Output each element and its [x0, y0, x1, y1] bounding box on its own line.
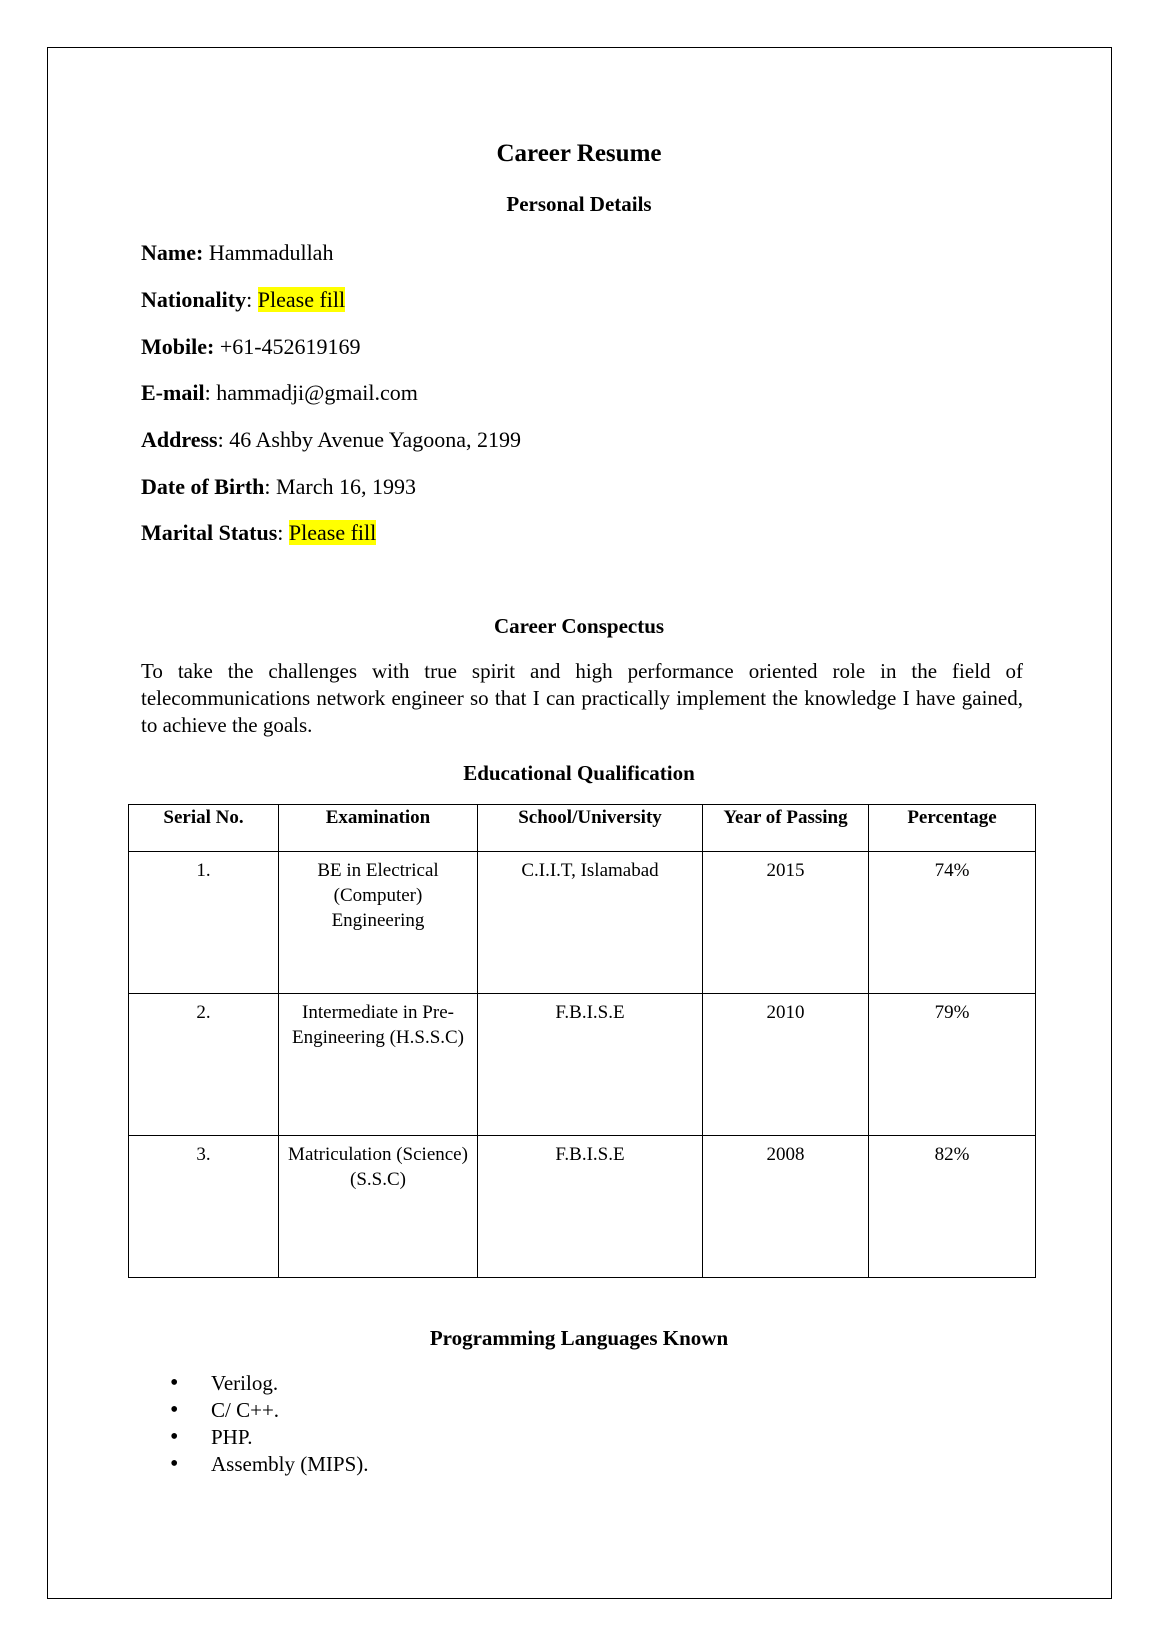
field-value: hammadji@gmail.com [216, 380, 418, 405]
column-header-examination: Examination [279, 805, 478, 852]
field-mobile [141, 334, 361, 360]
cell-serial: 3. [129, 1136, 279, 1278]
field-separator: : [264, 474, 277, 499]
column-header-school: School/University [478, 805, 703, 852]
field-value: +61-452619169 [219, 334, 361, 359]
list-item: • Verilog. [211, 1370, 369, 1397]
list-item: • C/ C++. [211, 1397, 369, 1424]
field-separator: : [204, 380, 217, 405]
field-label: Marital Status [141, 520, 278, 545]
list-item: • PHP. [211, 1424, 369, 1451]
cell-serial: 2. [129, 994, 279, 1136]
field-value: March 16, 1993 [276, 474, 416, 499]
field-separator: : [246, 287, 258, 312]
field-value: 46 Ashby Avenue Yagoona, 2199 [229, 427, 521, 452]
field-marital-status [141, 520, 376, 546]
personal-details-heading: Personal Details [506, 192, 652, 216]
field-label: Address [141, 427, 218, 452]
cell-examination: BE in Electrical (Computer) Engineering [279, 852, 478, 994]
cell-year: 2008 [703, 1136, 869, 1278]
field-label: Mobile: [141, 334, 215, 359]
column-header-percentage: Percentage [869, 805, 1036, 852]
field-nationality [141, 287, 345, 313]
cell-percentage: 79% [869, 994, 1036, 1136]
list-item: • Assembly (MIPS). [211, 1451, 369, 1478]
field-name [141, 240, 333, 266]
table-row [129, 852, 1036, 994]
field-email [141, 380, 418, 406]
field-label: E-mail [141, 380, 205, 405]
field-value-placeholder: Please fill [288, 520, 377, 545]
cell-year: 2015 [703, 852, 869, 994]
educational-qualification-heading: Educational Qualification [463, 761, 695, 785]
cell-school: C.I.I.T, Islamabad [478, 852, 703, 994]
career-conspectus-heading: Career Conspectus [493, 614, 665, 638]
cell-school: F.B.I.S.E [478, 994, 703, 1136]
cell-year: 2010 [703, 994, 869, 1136]
field-value: Hammadullah [208, 240, 334, 265]
cell-percentage: 82% [869, 1136, 1036, 1278]
field-separator: : [217, 427, 230, 452]
field-value-placeholder: Please fill [257, 287, 346, 312]
table-header-row [129, 805, 1036, 852]
cell-serial: 1. [129, 852, 279, 994]
cell-examination: Intermediate in Pre-Engineering (H.S.S.C) [279, 994, 478, 1136]
cell-percentage: 74% [869, 852, 1036, 994]
column-header-serial: Serial No. [129, 805, 279, 852]
education-table [128, 804, 1036, 1278]
field-date-of-birth [141, 474, 416, 500]
programming-languages-list [170, 1370, 369, 1478]
document-title: Career Resume [496, 140, 662, 167]
programming-languages-heading: Programming Languages Known [429, 1326, 729, 1350]
table-row [129, 994, 1036, 1136]
field-separator: : [277, 520, 289, 545]
column-header-year: Year of Passing [703, 805, 869, 852]
cell-school: F.B.I.S.E [478, 1136, 703, 1278]
cell-examination: Matriculation (Science) (S.S.C) [279, 1136, 478, 1278]
field-label: Name: [141, 240, 204, 265]
career-objective-text: To take the challenges with true spirit and high performance oriented role in the field of telecommunications network engineer so that I can practically implement the knowledge I have gained, to achieve the goals. [141, 659, 1023, 737]
field-label: Nationality [141, 287, 247, 312]
field-address [141, 427, 521, 453]
field-label: Date of Birth [141, 474, 265, 499]
table-row [129, 1136, 1036, 1278]
